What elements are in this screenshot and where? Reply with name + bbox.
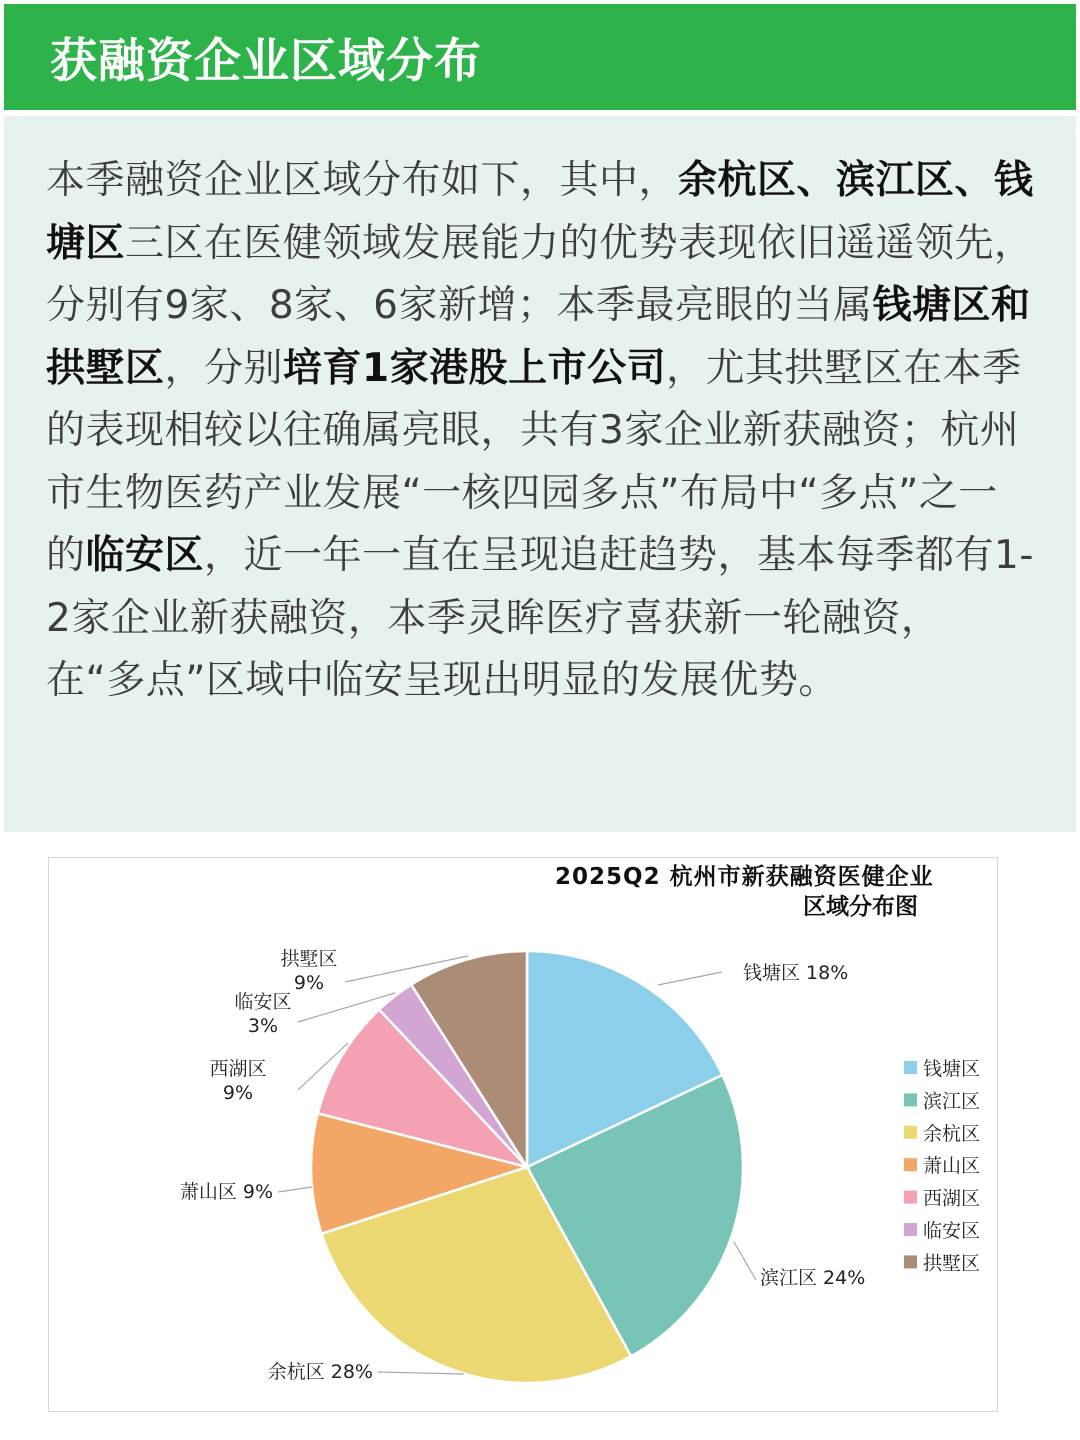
legend-label-1: 滨江区 (923, 1090, 981, 1113)
page-title: 获融资企业区域分布 (50, 33, 482, 89)
legend-label-3: 萧山区 (923, 1155, 981, 1178)
legend-label-5: 临安区 (923, 1220, 981, 1242)
highlight-text: 临安区 (85, 533, 205, 578)
highlight-text: 余杭区、滨江区、钱塘区 (46, 158, 1034, 266)
body-text: 本季融资企业区域分布如下，其中， (46, 158, 679, 203)
slice-label-5: 临安区 3% (234, 991, 292, 1037)
leader-line-2 (378, 1372, 464, 1374)
legend-swatch-5 (904, 1223, 917, 1236)
chart-title-line1: 2025Q2 杭州市新获融资医健企业 (555, 864, 934, 890)
legend-swatch-4 (904, 1191, 917, 1204)
legend-label-6: 拱墅区 (923, 1252, 981, 1275)
leader-line-3 (278, 1187, 312, 1192)
legend-swatch-0 (904, 1061, 917, 1074)
legend-label-0: 钱塘区 (923, 1058, 981, 1080)
legend-label-2: 余杭区 (923, 1122, 981, 1145)
legend-label-4: 西湖区 (923, 1187, 981, 1210)
chart-title-line2: 区域分布图 (803, 894, 918, 920)
body-text: 三区在医健领域发展能力的优势表现依旧遥遥领先，分别有9家、8家、6家新增；本季最亮眼的当属 (46, 220, 1034, 328)
slice-label-6: 拱墅区 9% (280, 948, 338, 994)
highlight-text: 钱塘区和拱墅区 (46, 283, 1031, 391)
legend-swatch-2 (904, 1126, 917, 1139)
slice-label-0: 钱塘区 18% (743, 962, 849, 984)
highlight-text: 培育1家港股上市公司 (283, 345, 667, 391)
legend-swatch-1 (904, 1093, 917, 1106)
slice-label-4: 西湖区 9% (209, 1058, 267, 1104)
slice-label-1: 滨江区 24% (760, 1267, 866, 1289)
leader-line-0 (658, 972, 722, 985)
body-text: ，分别 (164, 345, 284, 391)
slice-label-2: 余杭区 28% (267, 1361, 373, 1383)
legend-swatch-6 (904, 1255, 917, 1268)
slice-label-3: 萧山区 9% (179, 1181, 273, 1203)
legend-swatch-3 (904, 1158, 917, 1171)
body-text: ，近一年一直在呈现追赶趋势，基本每季都有1-2家企业新获融资，本季灵眸医疗喜获新一轮融资，在“多点”区域中临安呈现出明显的发展优势。 (46, 533, 1034, 703)
leader-line-1 (734, 1242, 756, 1280)
body-text: ，尤其拱墅区在本季的表现相较以往确属亮眼，共有3家企业新获融资；杭州市生物医药产业发展“一核四园多点”布局中“多点”之一的 (46, 345, 1022, 578)
